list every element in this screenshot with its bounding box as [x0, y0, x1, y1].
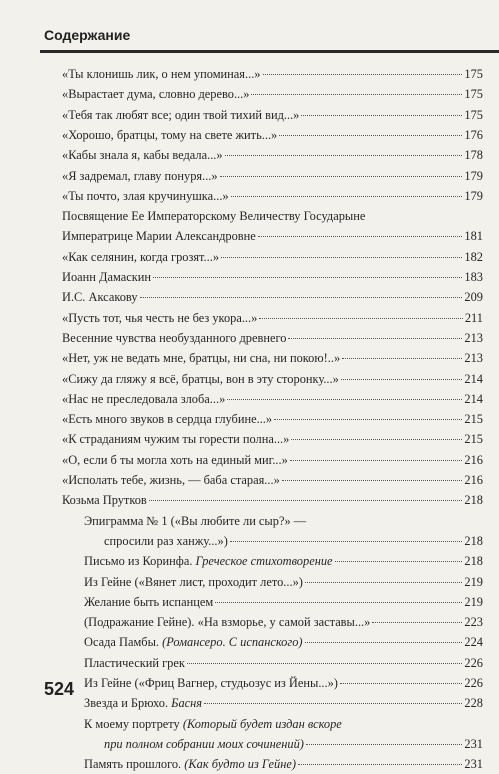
toc-entry-title-italic: (Романсеро. С испанского) — [162, 635, 303, 650]
toc-entry — [62, 389, 483, 409]
toc-entry — [104, 734, 483, 754]
toc-entry-page: 182 — [464, 249, 483, 264]
toc-entry-title-text: «Вырастает дума, словно дерево...» — [62, 87, 250, 102]
toc-leader-dots — [140, 297, 463, 298]
toc-entry — [62, 490, 483, 510]
toc-leader-dots — [258, 236, 463, 237]
toc-entry-title — [84, 592, 213, 612]
toc-entry-title-italic: (Как будто из Гейне) — [184, 757, 297, 772]
toc-entry-title-text: «Тебя так любят все; один твой тихий вид...» — [62, 107, 300, 122]
toc-entry-page: 178 — [464, 148, 483, 163]
toc-entry-title-text: «Есть много звуков в сердца глубине...» — [62, 412, 273, 427]
toc-entry — [84, 592, 483, 612]
toc-leader-dots — [220, 176, 463, 177]
toc-entry-page: 176 — [464, 127, 483, 142]
toc-entry-title — [62, 409, 272, 429]
toc-entry-title-text: (Подражание Гейне). «На взморье, у самой заставы...» — [84, 615, 371, 630]
toc-leader-dots — [227, 399, 462, 400]
toc-entry-title — [62, 84, 249, 104]
toc-entry-title — [62, 328, 286, 348]
toc-entry-page: 175 — [464, 87, 483, 102]
toc-entry-page: 226 — [464, 676, 483, 690]
toc-entry-title-italic: Греческое стихотворение — [195, 554, 333, 569]
toc-entry-page: 214 — [464, 371, 483, 386]
toc-entry-title — [104, 531, 228, 551]
toc-entry-page: 183 — [464, 270, 483, 284]
toc-entry-title-text: «Ты клонишь лик, о нем упоминая...» — [62, 67, 261, 81]
toc-entry-title-text: «О, если б ты могла хоть на единый миг...» — [62, 452, 288, 467]
toc-entry-title-italic: (Который будет издан вскоре — [182, 716, 342, 731]
toc-entry — [84, 673, 483, 693]
toc-entry-title-text: «Пусть тот, чья честь не без укора...» — [62, 310, 258, 325]
toc-entry-title — [62, 429, 289, 449]
toc-entry-page: 215 — [464, 412, 483, 427]
toc-leader-dots — [291, 439, 462, 440]
toc-leader-dots — [259, 318, 463, 319]
toc-entry-title — [62, 125, 277, 145]
toc-entry-title — [62, 470, 280, 490]
toc-entry-title-italic: при полном собрании моих сочинений) — [104, 736, 304, 751]
toc-entry-title-text: «Нас не преследовала злоба...» — [62, 391, 226, 406]
toc-entry — [62, 348, 483, 368]
toc-entry-title — [84, 673, 338, 693]
toc-entry-title-text: Желание быть испанцем — [84, 594, 214, 609]
toc-leader-dots — [301, 115, 462, 116]
toc-entry — [84, 511, 483, 531]
toc-entry-title-text: Из Гейне («Вянет лист, проходит лето...») — [84, 574, 303, 589]
toc-leader-dots — [251, 94, 462, 95]
toc-entry-page: 175 — [464, 67, 483, 81]
toc-entry-title-text: Весенние чувства необузданного древнего — [62, 330, 287, 345]
toc-entry-title-text: «Кабы знала я, кабы ведала...» — [62, 148, 223, 163]
toc-leader-dots — [263, 74, 463, 75]
toc-entry-page: 218 — [464, 533, 483, 548]
toc-leader-dots — [153, 277, 462, 278]
toc-entry-page: 223 — [464, 615, 483, 630]
toc-entry-page: 218 — [464, 493, 483, 508]
toc-entry-title — [62, 369, 339, 389]
toc-entry-title — [84, 551, 333, 571]
toc-leader-dots — [230, 541, 463, 542]
toc-leader-dots — [221, 257, 462, 258]
toc-entry-title-text: «К страданиям чужим ты горести полна...» — [62, 432, 290, 447]
toc-entry — [62, 429, 483, 449]
toc-entry-page: 226 — [464, 655, 483, 670]
toc-entry — [62, 105, 483, 125]
toc-entry-title-text: «Как селянин, когда грозят...» — [62, 249, 220, 264]
toc-entry — [84, 714, 483, 734]
toc-entry-title-text: Письмо из Коринфа. — [84, 554, 196, 569]
toc-entry-title-text: Эпиграмма № 1 («Вы любите ли сыр?» — — [84, 513, 307, 528]
toc-entry — [104, 531, 483, 551]
toc-entry-title-text: Пластический грек — [84, 655, 185, 670]
toc-entry-title-text: «Сижу да гляжу я всё, братцы, вон в эту сторонку...» — [62, 371, 339, 386]
toc-entry — [62, 64, 483, 84]
toc-entry-page: 224 — [464, 635, 483, 650]
toc-leader-dots — [305, 582, 463, 583]
toc-entry — [62, 125, 483, 145]
header-rule — [40, 50, 499, 53]
toc-entry-title — [84, 572, 303, 592]
toc-leader-dots — [305, 642, 463, 643]
toc-entry-title — [84, 754, 296, 774]
toc-entry-page: 219 — [464, 574, 483, 589]
toc-entry — [84, 693, 483, 713]
toc-leader-dots — [231, 196, 463, 197]
toc-entry-page: 218 — [464, 554, 483, 569]
toc-leader-dots — [340, 683, 462, 684]
toc-entry-page: 231 — [464, 757, 483, 772]
toc-entry-page: 213 — [464, 330, 483, 345]
toc-leader-dots — [225, 155, 463, 156]
toc-entry-title — [62, 105, 299, 125]
toc-entry — [62, 145, 483, 165]
toc-entry-title — [62, 450, 288, 470]
toc-entry — [84, 754, 483, 774]
toc-leader-dots — [290, 460, 463, 461]
toc-entry-title-text: Звезда и Брюхо. — [84, 696, 172, 711]
toc-entry-title — [62, 287, 138, 307]
toc-leader-dots — [372, 622, 462, 623]
toc-leader-dots — [342, 358, 462, 359]
toc-entry — [62, 206, 483, 226]
toc-entry-title — [62, 166, 218, 186]
toc-entry-title-text: Память прошлого. — [84, 757, 185, 772]
toc-entry — [62, 409, 483, 429]
toc-entry — [84, 551, 483, 571]
toc-entry-page: 181 — [464, 229, 483, 244]
toc-entry-title-italic: Басня — [171, 696, 203, 711]
toc-entry-title — [62, 186, 229, 206]
toc-entry-title — [62, 389, 225, 409]
toc-entry-title-text: Козьма Прутков — [62, 493, 147, 508]
toc-entry — [62, 287, 483, 307]
toc-entry-page: 216 — [464, 473, 483, 487]
toc-entry-title — [62, 145, 223, 165]
toc-entry-page: 216 — [464, 452, 483, 467]
toc-entry-page: 209 — [464, 290, 483, 305]
toc-entry-page: 211 — [464, 310, 483, 325]
toc-entry-title — [62, 348, 340, 368]
toc-entry-title — [62, 247, 219, 267]
toc-entry-title — [84, 511, 483, 531]
toc-entry — [62, 226, 483, 246]
toc-entry-title — [84, 693, 202, 713]
toc-entry — [62, 186, 483, 206]
toc-entry — [62, 470, 483, 490]
toc-entry — [62, 267, 483, 287]
toc-leader-dots — [149, 500, 463, 501]
toc-entry — [84, 653, 483, 673]
toc-entry-title — [62, 490, 147, 510]
toc-entry-page: 179 — [464, 168, 483, 183]
toc-entry-title — [62, 267, 151, 287]
toc-entry-title-text: «Я задремал, главу понуря...» — [62, 168, 218, 183]
toc-leader-dots — [335, 561, 463, 562]
toc-entry-title — [104, 734, 304, 754]
toc-leader-dots — [288, 338, 462, 339]
toc-entry-page: 219 — [464, 594, 483, 609]
toc-entry — [84, 612, 483, 632]
toc-entry-title — [84, 714, 483, 734]
toc-leader-dots — [282, 480, 463, 481]
toc-entry-title-text: Из Гейне («Фриц Вагнер, студьозус из Йены...») — [84, 676, 338, 690]
toc-entry-title-text: Иоанн Дамаскин — [62, 270, 151, 284]
toc-entry-title — [62, 64, 261, 84]
toc-entry-title — [62, 206, 483, 226]
toc-leader-dots — [298, 764, 462, 765]
toc-entry-page: 228 — [464, 696, 483, 711]
toc-entry-title-text: «Ты почто, злая кручинушка...» — [62, 188, 229, 203]
toc-entry-title — [84, 632, 303, 652]
toc-leader-dots — [187, 663, 463, 664]
toc-entry-page: 231 — [464, 736, 483, 751]
toc-entry — [62, 247, 483, 267]
toc-entry-page: 213 — [464, 351, 483, 366]
toc-entry-title-text: «Исполать тебе, жизнь, — баба старая...» — [62, 473, 280, 487]
toc-entry-title-text: Осада Памбы. — [84, 635, 163, 650]
toc-entry-title-text: Посвящение Ее Императорскому Величеству Государыне — [62, 209, 366, 224]
toc-entry — [62, 166, 483, 186]
toc-entry — [62, 450, 483, 470]
toc-entry-title — [62, 308, 257, 328]
toc-entry-title-text: спросили раз ханжу...») — [104, 533, 228, 548]
running-header-title: Содержание — [44, 27, 131, 43]
toc-entry-title-text: К моему портрету — [84, 716, 183, 731]
toc-entry-title — [62, 226, 256, 246]
toc-entry — [62, 308, 483, 328]
toc-entry-title-text: И.С. Аксакову — [62, 290, 138, 305]
toc-entry — [84, 632, 483, 652]
toc-entry — [62, 84, 483, 104]
toc-leader-dots — [306, 744, 463, 745]
toc-leader-dots — [279, 135, 462, 136]
toc-entry-title-text: Императрице Марии Александровне — [62, 229, 256, 244]
toc-entry-title-text: «Нет, уж не ведать мне, братцы, ни сна, ни покою!..» — [62, 351, 341, 366]
toc-entry-title — [84, 653, 185, 673]
toc-entry-page: 215 — [464, 432, 483, 447]
toc-entry-page: 175 — [464, 107, 483, 122]
toc-leader-dots — [274, 419, 462, 420]
toc-leader-dots — [204, 703, 462, 704]
toc-entry-title — [84, 612, 370, 632]
toc-entry-page: 179 — [464, 188, 483, 203]
toc-leader-dots — [341, 379, 463, 380]
toc-entry — [84, 572, 483, 592]
toc-entry — [62, 369, 483, 389]
toc-entry-page: 214 — [464, 391, 483, 406]
toc-leader-dots — [215, 602, 462, 603]
toc-entry — [62, 328, 483, 348]
toc-entry-title-text: «Хорошо, братцы, тому на свете жить...» — [62, 127, 278, 142]
page-number: 524 — [44, 679, 75, 699]
